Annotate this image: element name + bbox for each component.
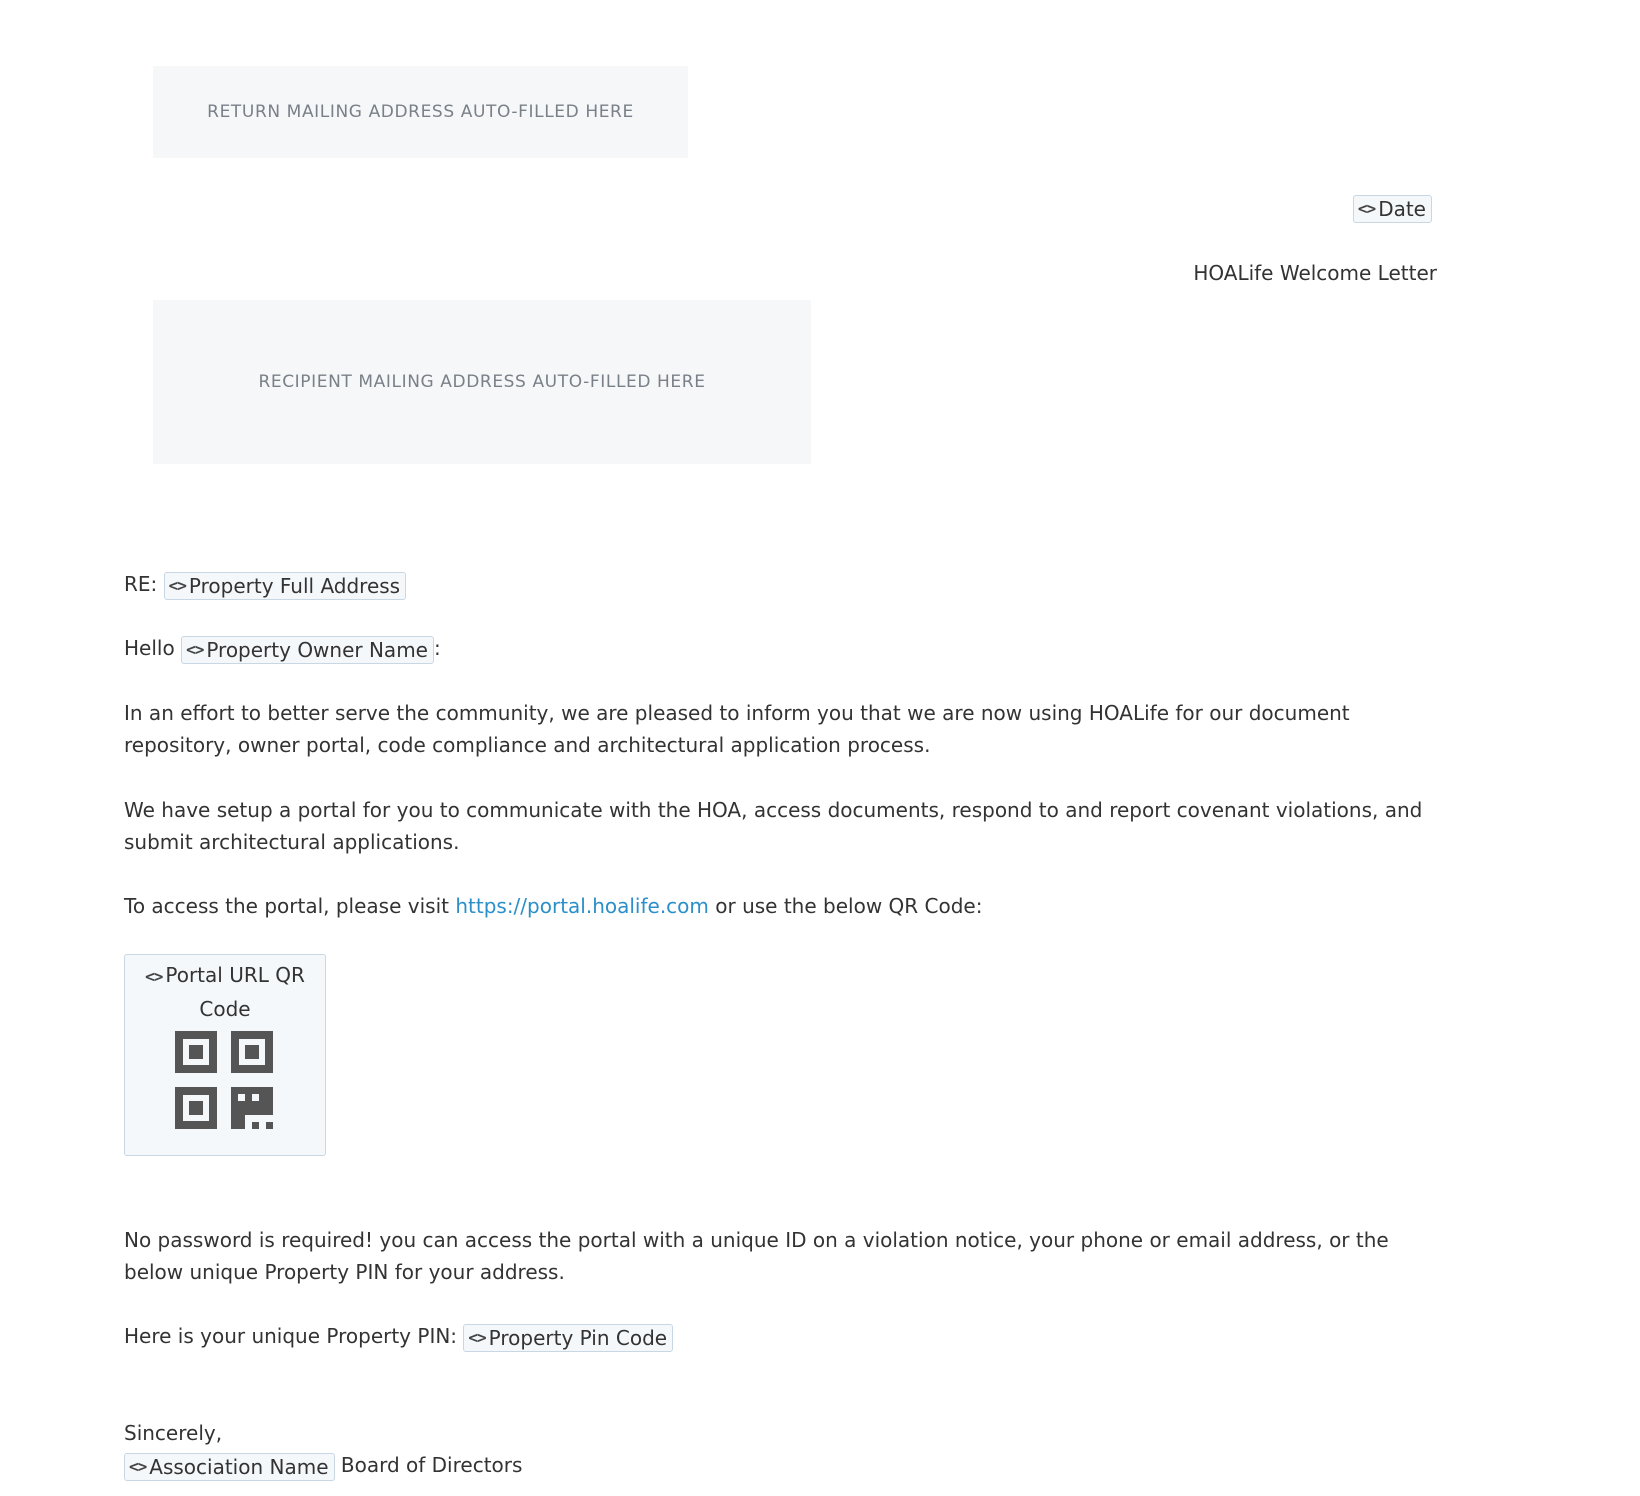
- paragraph-portal: We have setup a portal for you to communicate with the HOA, access documents, respond to and report covenant violations, and submit architectural applications.: [124, 798, 1423, 854]
- return-address-placeholder: [153, 66, 688, 158]
- code-brackets-icon: <>: [168, 575, 186, 595]
- association-name-merge-tag[interactable]: [124, 1453, 335, 1481]
- pin-code-merge-tag[interactable]: [463, 1324, 673, 1352]
- access-line: [124, 890, 1424, 922]
- access-suffix: or use the below QR Code:: [715, 894, 983, 918]
- date-tag-label: Date: [1378, 197, 1426, 221]
- pin-prefix: Here is your unique Property PIN:: [124, 1324, 458, 1348]
- portal-link[interactable]: https://portal.hoalife.com: [455, 894, 709, 918]
- association-tag-label: Association Name: [149, 1454, 329, 1479]
- return-address-text: RETURN MAILING ADDRESS AUTO-FILLED HERE: [207, 102, 634, 122]
- letter-title: HOALife Welcome Letter: [1193, 261, 1437, 285]
- qr-code-icon: [175, 1031, 275, 1131]
- access-prefix: To access the portal, please visit: [124, 894, 449, 918]
- pin-tag-label: Property Pin Code: [488, 1325, 668, 1350]
- signoff-suffix: Board of Directors: [340, 1453, 523, 1477]
- code-brackets-icon: <>: [186, 639, 204, 659]
- owner-name-merge-tag[interactable]: [181, 636, 434, 664]
- recipient-address-text: RECIPIENT MAILING ADDRESS AUTO-FILLED HERE: [258, 372, 706, 392]
- pin-line: [124, 1320, 1424, 1352]
- owner-name-tag-label: Property Owner Name: [206, 637, 428, 662]
- qr-tag-label-wrap: [125, 959, 325, 1025]
- property-address-tag-label: Property Full Address: [188, 573, 401, 598]
- property-address-merge-tag[interactable]: [164, 572, 406, 600]
- code-brackets-icon: <>: [145, 967, 163, 986]
- recipient-address-placeholder: [153, 300, 811, 464]
- qr-code-merge-tag[interactable]: [124, 954, 326, 1156]
- paragraph-intro: In an effort to better serve the community, we are pleased to inform you that we are now using HOALife for our document repository, owner portal, code compliance and architectural application process.: [124, 701, 1350, 757]
- sincerely-text: Sincerely,: [124, 1421, 223, 1445]
- code-brackets-icon: <>: [129, 1456, 147, 1476]
- re-line: [124, 568, 1424, 600]
- qr-tag-label: Portal URL QR Code: [165, 963, 305, 1021]
- greeting-line: [124, 632, 1424, 664]
- code-brackets-icon: <>: [1357, 199, 1376, 218]
- paragraph-password: No password is required! you can access the portal with a unique ID on a violation notice, your phone or email address, or the below unique Property PIN for your address.: [124, 1228, 1389, 1284]
- signoff-line: [124, 1449, 1424, 1481]
- hello-prefix: Hello: [124, 636, 175, 660]
- re-label: RE:: [124, 572, 158, 596]
- hello-suffix: :: [433, 636, 441, 660]
- code-brackets-icon: <>: [468, 1327, 486, 1347]
- date-merge-tag[interactable]: [1353, 195, 1432, 223]
